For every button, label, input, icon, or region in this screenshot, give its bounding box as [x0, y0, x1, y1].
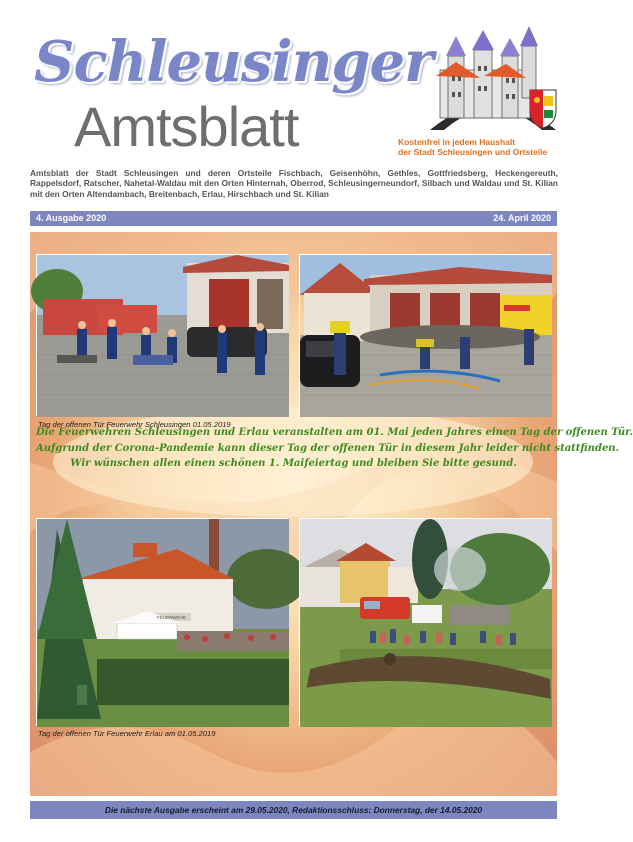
issue-bar	[30, 211, 557, 226]
town-crest-icon	[426, 26, 560, 132]
tagline-line-2: der Stadt Schleusingen und Ortsteile	[398, 147, 548, 157]
photo-schleusingen-station	[299, 254, 551, 416]
announcement-message	[36, 425, 633, 472]
coat-of-arms-icon	[530, 90, 556, 128]
issue-number: 4. Ausgabe 2020	[36, 213, 107, 223]
tagline-line-1: Kostenfrei in jedem Haushalt	[398, 137, 516, 147]
photo-erlau-station	[36, 518, 288, 726]
content-panel	[30, 232, 633, 796]
message-line-1: Die Feuerwehren Schleusingen und Erlau veranstalten am 01. Mai jeden Jahres einen Tag der offenen Tür.	[36, 427, 633, 438]
tagline	[398, 137, 558, 157]
photo-schleusingen-demo	[36, 254, 288, 416]
message-line-3: Wir wünschen allen einen schönen 1. Maifeiertag und bleiben Sie bitte gesund.	[70, 458, 517, 469]
masthead	[0, 0, 587, 199]
station-sign: FEUERWEHR	[157, 615, 186, 620]
title-script: Schleusinger	[34, 29, 433, 95]
next-issue-bar: Die nächste Ausgabe erscheint am 29.05.2020, Redaktionsschluss: Donnerstag, der 14.05.2020	[30, 801, 557, 819]
caption-top: Tag der offenen Tür Feuerwehr Schleusingen 01.05.2019	[38, 420, 231, 429]
title-main: Amtsblatt	[74, 95, 299, 158]
issue-date: 24. April 2020	[493, 213, 551, 223]
caption-bottom: Tag der offenen Tür Feuerwehr Erlau am 01.05.2019	[38, 729, 216, 738]
photo-erlau-festival	[299, 518, 551, 726]
message-line-2: Aufgrund der Corona-Pandemie kann dieser Tag der offenen Tür in diesem Jahr leider nicht stattfinden.	[36, 442, 620, 454]
intro-text: Amtsblatt der Stadt Schleusingen und deren Ortsteile Fischbach, Geisenhöhn, Gethles, Gottfriedsberg, Heckengereuth, Rappelsdorf, Ratscher, Nahetal-Waldau mit den Orten Hinternah, Oberrod, Schleusingerneundorf, Silbach und Waldau und St. Kilian mit den Orten Altendambach, Breitenbach, Erlau, Hirschbach und St. Kilian	[30, 168, 558, 199]
